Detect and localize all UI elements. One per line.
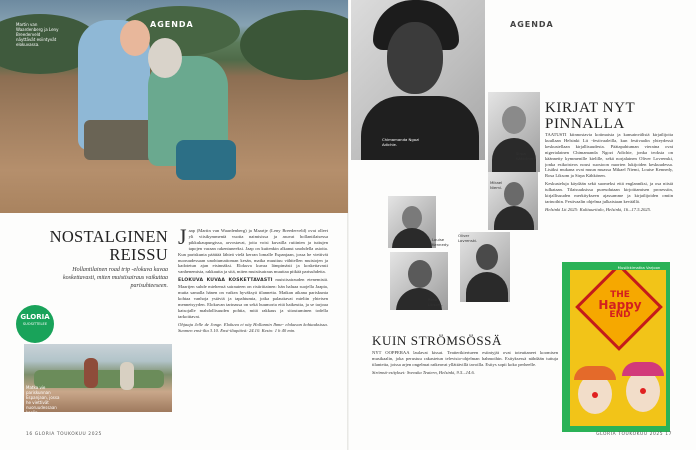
section-label: AGENDA xyxy=(150,20,194,29)
article-title-right: KIRJAT NYT PINNALLA xyxy=(545,100,636,132)
body-subhead: ELOKUVA KUVAA KOSKETTAVASTI xyxy=(178,278,273,284)
adichie-portrait xyxy=(351,0,485,160)
photo-caption: Martin van Waardenberg ja Leny Breederveld näyttävät esiintyvät elokuvassa. xyxy=(16,22,59,47)
article-body xyxy=(178,228,328,406)
article-body-right xyxy=(545,132,673,252)
section-label-right: AGENDA xyxy=(510,20,554,29)
poster-line-3: END xyxy=(609,310,631,320)
caption-lovrenski: Oliver Lovrenski. xyxy=(458,233,478,243)
caption-liksom: Rosa Liksom. xyxy=(428,297,443,307)
kennedy-photo xyxy=(388,196,436,248)
badge-title: GLORIA xyxy=(20,313,50,321)
poster-line-1: THE xyxy=(610,290,630,300)
body-paragraph-1: aap (Martin van Waardenberg) ja Maartje (Leny Breederveld) ovat olleet yli viisikymmentä vuotta naimisissa ja asuvat hollantilaisessa pikkukaupungissa, arvostavat, joita voisi kuvailla rutiinien ja tuttujen tapojen varaan rakentuneeksi. Jaap on kuitenkin alkanut unohdella asioita. Kun pariskunta päättää lähteä vielä kerran lomalle Espanjaan, jossa he viettivät nuoruudessaan unohtumattoman kesän, matka muuttuu vähitellen muistojen ja kadotetun ajan etsinnäksi. Elokuva kuvaa lämpimästi ja koskettavasti vanhenemista, rakkautta ja sitä, miten muistisairaus muuttaa pitkää parisuhdetta. xyxy=(178,228,328,275)
article-body-stromso xyxy=(372,350,558,414)
left-folio: 16 GLORIA TOUKOKUU 2025 xyxy=(26,432,102,437)
poster-line-2: Happy xyxy=(598,298,642,312)
right-body-paragraph-1: TAATUSTI kiinnostavia kotimaisia ja kansainvälisiä kirjailijoita kuullaan Helsinki Lit -festivaaleilla, kun festivaalin yhteydessä keskustellaan kirjallisuudesta. Päätapahtuman vieraina ovat nigerialainen Chimamanda Ngozi Adichie, jonka teoksia on käännetty kymmenille kielille, sekä norjalainen Oliver Lovrenski, jonka esikoisteos nousi suosioon nuorten lukijoiden keskuudessa. Lisäksi mukana ovat muun muassa Mikael Niemi, Louise Kennedy, Rosa Liksom ja Sirpa Kähkönen. xyxy=(545,132,673,179)
clown-nose-left xyxy=(592,392,598,398)
drop-cap: J xyxy=(178,228,187,249)
caption-kennedy: Louise Kennedy. xyxy=(432,237,450,247)
badge-subtitle: SUOSITTELEE xyxy=(22,322,48,326)
article-dek: Hollantilainen road trip -elokuva kuvaa koskettavasti, miten muistisairaus vaikuttaa parisuhteeseen. xyxy=(63,267,168,289)
small-photo-caption: Matka vie pariskunnan Espanjaan, jossa he viettivät nuoruudessaan kesän. xyxy=(26,385,60,415)
stromso-paragraph: NYT OOPPERAA laulavat kissat. Teatterikiertueen esiintyjät ovat toteuttaneet koomisen musikaalin, joka perustuu rakastetun televisio-ohjelman hahmoihin. Esityksessä nähdään tuttuja tilanteita, joissa arjen ongelmat ratkeavat yllättävillä tavoilla. Esitys sopii koko perheelle. xyxy=(372,350,558,367)
right-body-paragraph-2: Keskusteluja käydään sekä suomeksi että englanniksi, ja osa niistä tulkataan. Tilaisuuksissa pureudutaan kirjoittamisen prosessiin, kirjallisuuden merkitykseen ajassamme ja kirjailijoiden omiin tarinoihin. Festivaalin ohjelma julkaistaan keväällä. xyxy=(545,181,673,204)
poster-title xyxy=(588,290,652,320)
clown-nose-right xyxy=(640,388,646,394)
article-title: NOSTALGINEN REISSU xyxy=(49,227,168,264)
promo-box-text: Musiikkimatka Varjoon xyxy=(617,265,661,270)
caption-niemi: Mikael Niemi. xyxy=(490,180,503,190)
caption-kahkonen: Sirpa Kähkönen. xyxy=(516,151,536,161)
body-paragraph-2: muistisairauden etenemistä. Maartjen suhde miehensä sairauteen on ristiriitainen: hän haluaa suojella Jaapia, mutta samalla hänen on vaikea hyväksyä tilannetta. Matkan aikana pariskunta kohtaa vanhoja ystäviä ja tapahtumia, jotka palauttavat mieliin yhteisen menneisyyden. Elokuvan tarinassa on sekä huumoria että haikeutta, ja se tarjoaa katsojalle mahdollisuuden pohtia, mitä rakkaus ja sitoutuminen todella tarkoittavat. xyxy=(178,277,328,319)
right-folio: GLORIA TOUKOKUU 2025 17 xyxy=(596,432,672,437)
recommend-badge xyxy=(16,305,54,343)
right-credit-2: Strömsö-esitykset: Svenska Teatern, Helsinki, 9.5.–14.6. xyxy=(372,369,475,375)
right-credit-1: Helsinki Lit 2025: Kulttuuritalo, Helsinki, 16.–17.5.2025. xyxy=(545,206,652,212)
article-title-stromso: KUIN STRÖMSÖSSÄ xyxy=(372,333,502,348)
main-portrait-caption: Chimamanda Ngozi Adichie. xyxy=(382,137,420,147)
article-credit: Ohjaaja Jelle de Jonge. Elokuva ei näy Hollannin Ihme- elokuvan kohtauksissa. Suomen ensi-ilta 3.10. Ensi-iltapäivä: 24.10. Kesto: 1 h 40 min. xyxy=(178,321,328,333)
happy-end-poster xyxy=(570,270,666,426)
